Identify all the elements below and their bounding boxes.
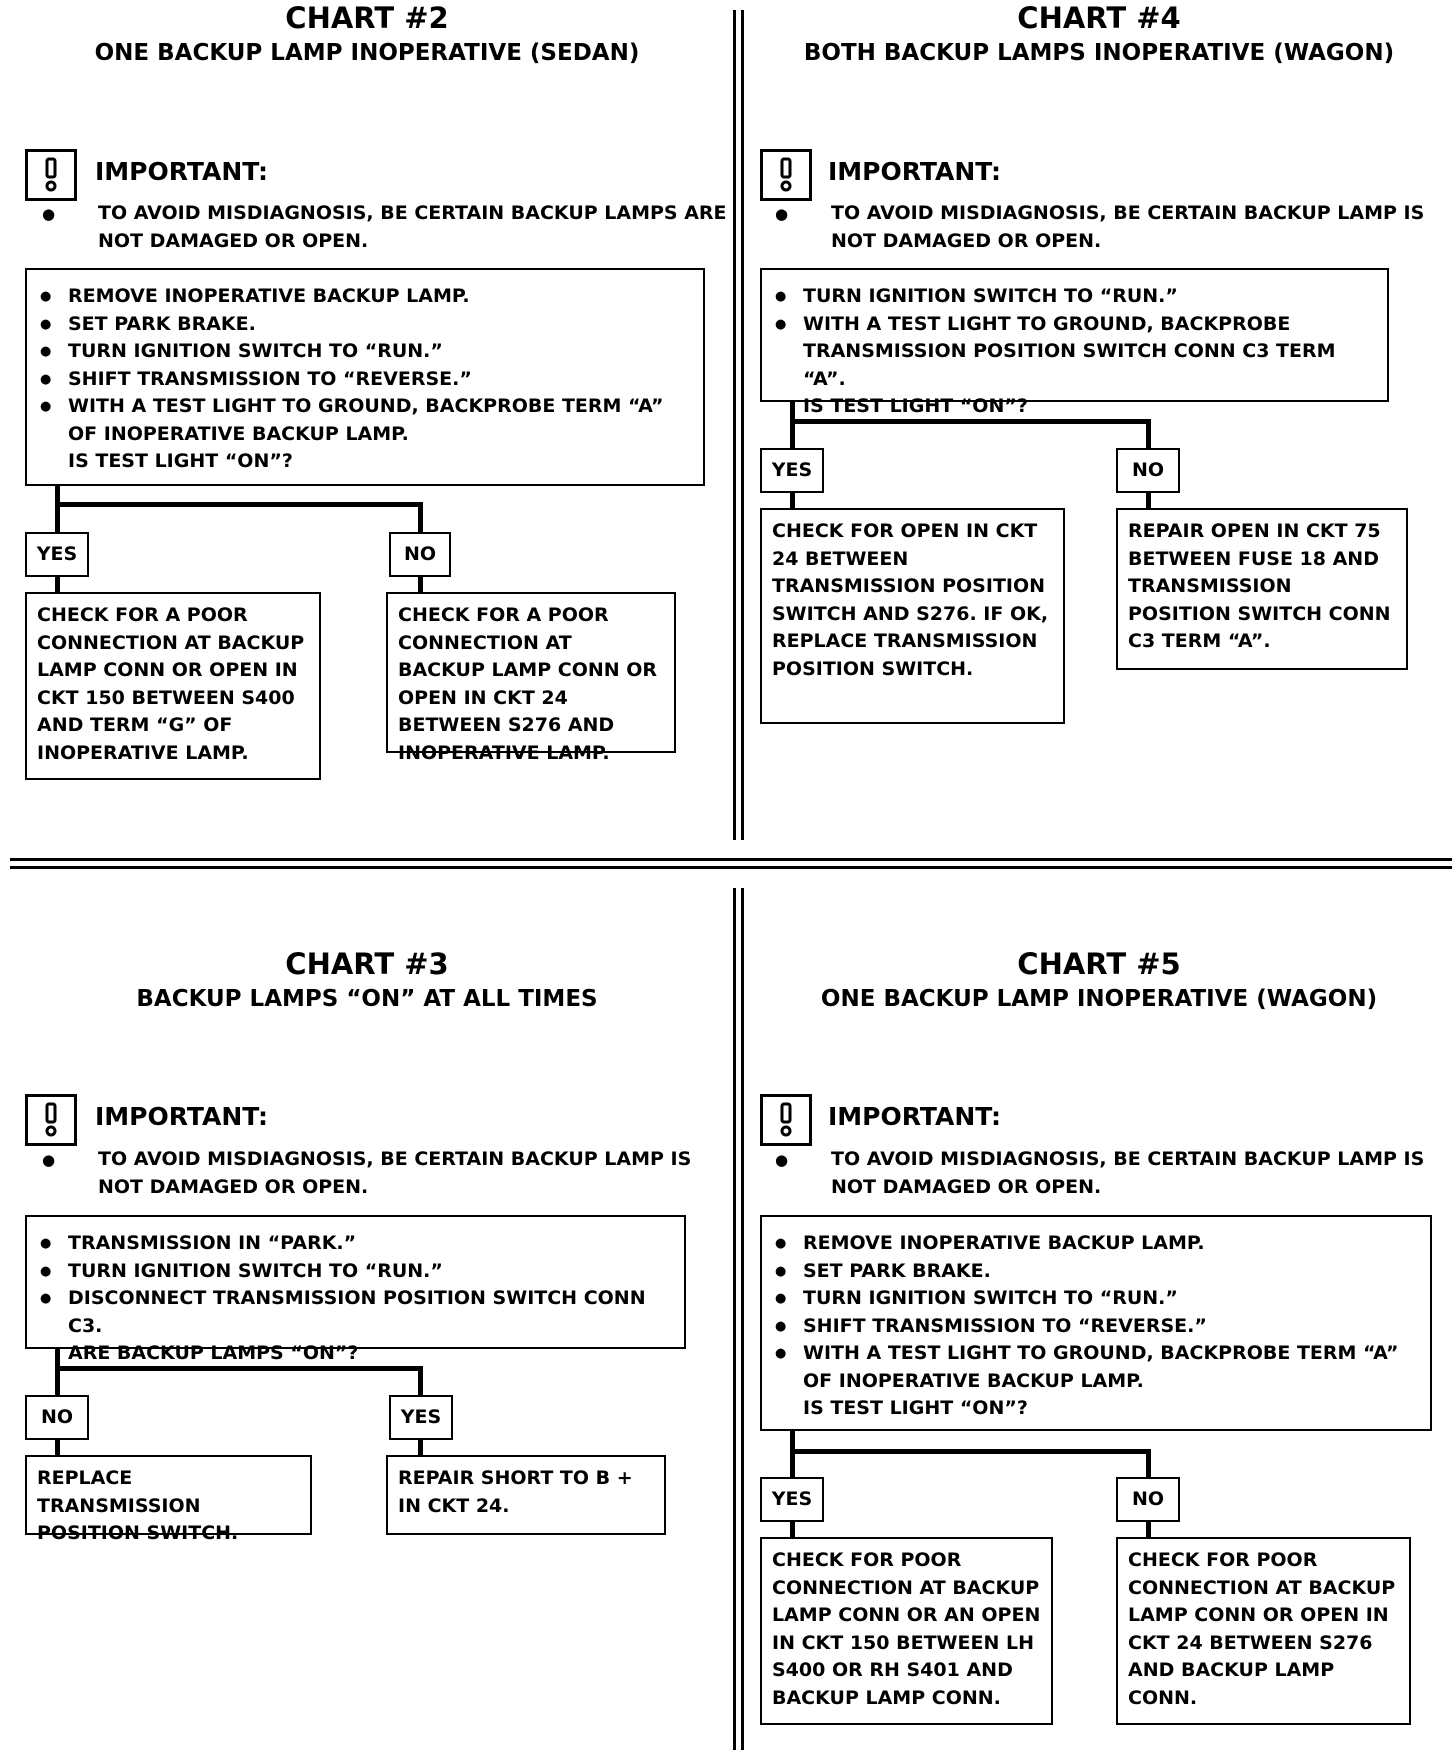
no-label: NO (389, 532, 451, 577)
warning-icon (25, 149, 77, 201)
step-item: ● SHIFT TRANSMISSION TO “REVERSE.” (35, 366, 695, 394)
connector-line (1146, 1449, 1151, 1477)
test-step-box (25, 1215, 686, 1364)
vertical-divider-top (733, 10, 736, 840)
connector-line (55, 486, 60, 532)
vertical-divider-top (741, 10, 744, 840)
no-result-box: REPLACE TRANSMISSION POSITION SWITCH. (25, 1455, 312, 1535)
test-step-box (760, 1215, 1432, 1431)
connector-line (55, 502, 423, 507)
chart-title: CHART #3 (285, 947, 449, 981)
step-item: ● SET PARK BRAKE. (35, 311, 695, 339)
important-note: TO AVOID MISDIAGNOSIS, BE CERTAIN BACKUP LAMP IS NOT DAMAGED OR OPEN. (831, 202, 1425, 252)
step-item: ● REMOVE INOPERATIVE BACKUP LAMP. (770, 1230, 1422, 1258)
no-result-box: CHECK FOR A POOR CONNECTION AT BACKUP LAMP CONN OR OPEN IN CKT 24 BETWEEN S276 AND INOPERATIVE LAMP. (386, 592, 676, 753)
connector-line (418, 502, 423, 532)
step-item: ● WITH A TEST LIGHT TO GROUND, BACKPROBE TRANSMISSION POSITION SWITCH CONN C3 TERM “A”. (770, 311, 1379, 394)
important-note: TO AVOID MISDIAGNOSIS, BE CERTAIN BACKUP LAMPS ARE NOT DAMAGED OR OPEN. (98, 202, 727, 252)
test-step-box (760, 268, 1389, 417)
test-step-box (25, 268, 705, 486)
connector-line (55, 1349, 60, 1395)
connector-line (55, 1440, 60, 1455)
warning-icon (760, 149, 812, 201)
connector-line (790, 1431, 795, 1477)
warning-icon (25, 1094, 77, 1146)
bullet-icon: ● (42, 1151, 56, 1169)
connector-line (790, 419, 1151, 424)
yes-result-box: CHECK FOR OPEN IN CKT 24 BETWEEN TRANSMISSION POSITION SWITCH AND S276. IF OK, REPLACE TRANSMISSION POSITION SWITCH. (760, 508, 1065, 724)
step-item: ● TURN IGNITION SWITCH TO “RUN.” (770, 1285, 1422, 1313)
important-note: TO AVOID MISDIAGNOSIS, BE CERTAIN BACKUP LAMP IS NOT DAMAGED OR OPEN. (98, 1148, 692, 1198)
chart-title: CHART #5 (1017, 947, 1181, 981)
step-item: ● WITH A TEST LIGHT TO GROUND, BACKPROBE TERM “A” OF INOPERATIVE BACKUP LAMP. (35, 393, 695, 448)
step-item: ● REMOVE INOPERATIVE BACKUP LAMP. (35, 283, 695, 311)
no-label: NO (1116, 1477, 1180, 1522)
step-item: ● TURN IGNITION SWITCH TO “RUN.” (35, 338, 695, 366)
vertical-divider-bottom (741, 888, 744, 1750)
chart-subtitle: ONE BACKUP LAMP INOPERATIVE (SEDAN) (94, 40, 640, 66)
connector-line (55, 1366, 423, 1371)
yes-label: YES (760, 1477, 824, 1522)
chart-subtitle: BOTH BACKUP LAMPS INOPERATIVE (WAGON) (803, 40, 1395, 66)
connector-line (1146, 419, 1151, 448)
step-item: ● TRANSMISSION IN “PARK.” (35, 1230, 676, 1258)
step-item: ● TURN IGNITION SWITCH TO “RUN.” (770, 283, 1379, 311)
important-heading: IMPORTANT: (828, 157, 1001, 186)
connector-line (1146, 493, 1151, 508)
connector-line (418, 577, 423, 593)
horizontal-divider (10, 858, 1452, 861)
step-item: ● SET PARK BRAKE. (770, 1258, 1422, 1286)
yes-result-box: CHECK FOR POOR CONNECTION AT BACKUP LAMP CONN OR AN OPEN IN CKT 150 BETWEEN LH S400 OR RH S401 AND BACKUP LAMP CONN. (760, 1537, 1053, 1725)
connector-line (790, 1449, 1151, 1454)
yes-result-box: REPAIR SHORT TO B + IN CKT 24. (386, 1455, 666, 1535)
important-heading: IMPORTANT: (828, 1102, 1001, 1131)
step-item: ● SHIFT TRANSMISSION TO “REVERSE.” (770, 1313, 1422, 1341)
test-question: ARE BACKUP LAMPS “ON”? (68, 1342, 359, 1364)
chart-title: CHART #4 (1017, 1, 1181, 35)
no-result-box: REPAIR OPEN IN CKT 75 BETWEEN FUSE 18 AND TRANSMISSION POSITION SWITCH CONN C3 TERM “A”. (1116, 508, 1408, 670)
bullet-icon: ● (775, 1151, 789, 1169)
test-question: IS TEST LIGHT “ON”? (68, 450, 293, 472)
chart-title: CHART #2 (285, 1, 449, 35)
connector-line (418, 1440, 423, 1455)
connector-line (790, 402, 795, 448)
yes-label: YES (389, 1395, 453, 1440)
connector-line (55, 577, 60, 593)
no-result-box: CHECK FOR POOR CONNECTION AT BACKUP LAMP CONN OR OPEN IN CKT 24 BETWEEN S276 AND BACKUP LAMP CONN. (1116, 1537, 1411, 1725)
step-item: ● TURN IGNITION SWITCH TO “RUN.” (35, 1258, 676, 1286)
bullet-icon: ● (42, 205, 56, 223)
connector-line (1146, 1522, 1151, 1537)
important-note: TO AVOID MISDIAGNOSIS, BE CERTAIN BACKUP LAMP IS NOT DAMAGED OR OPEN. (831, 1148, 1425, 1198)
warning-icon (760, 1094, 812, 1146)
yes-label: YES (760, 448, 824, 493)
step-item: ● WITH A TEST LIGHT TO GROUND, BACKPROBE TERM “A” OF INOPERATIVE BACKUP LAMP. (770, 1340, 1422, 1395)
chart-subtitle: ONE BACKUP LAMP INOPERATIVE (WAGON) (820, 986, 1378, 1012)
connector-line (790, 1522, 795, 1537)
yes-label: YES (25, 532, 89, 577)
test-question: IS TEST LIGHT “ON”? (803, 1397, 1028, 1419)
horizontal-divider (10, 866, 1452, 869)
important-heading: IMPORTANT: (95, 157, 268, 186)
yes-result-box: CHECK FOR A POOR CONNECTION AT BACKUP LAMP CONN OR OPEN IN CKT 150 BETWEEN S400 AND TERM “G” OF INOPERATIVE LAMP. (25, 592, 321, 780)
no-label: NO (1116, 448, 1180, 493)
test-question: IS TEST LIGHT “ON”? (803, 395, 1028, 417)
vertical-divider-bottom (733, 888, 736, 1750)
bullet-icon: ● (775, 205, 789, 223)
chart-subtitle: BACKUP LAMPS “ON” AT ALL TIMES (136, 986, 598, 1012)
no-label: NO (25, 1395, 89, 1440)
connector-line (418, 1366, 423, 1395)
connector-line (790, 493, 795, 508)
step-item: ● DISCONNECT TRANSMISSION POSITION SWITCH CONN C3. (35, 1285, 676, 1340)
important-heading: IMPORTANT: (95, 1102, 268, 1131)
